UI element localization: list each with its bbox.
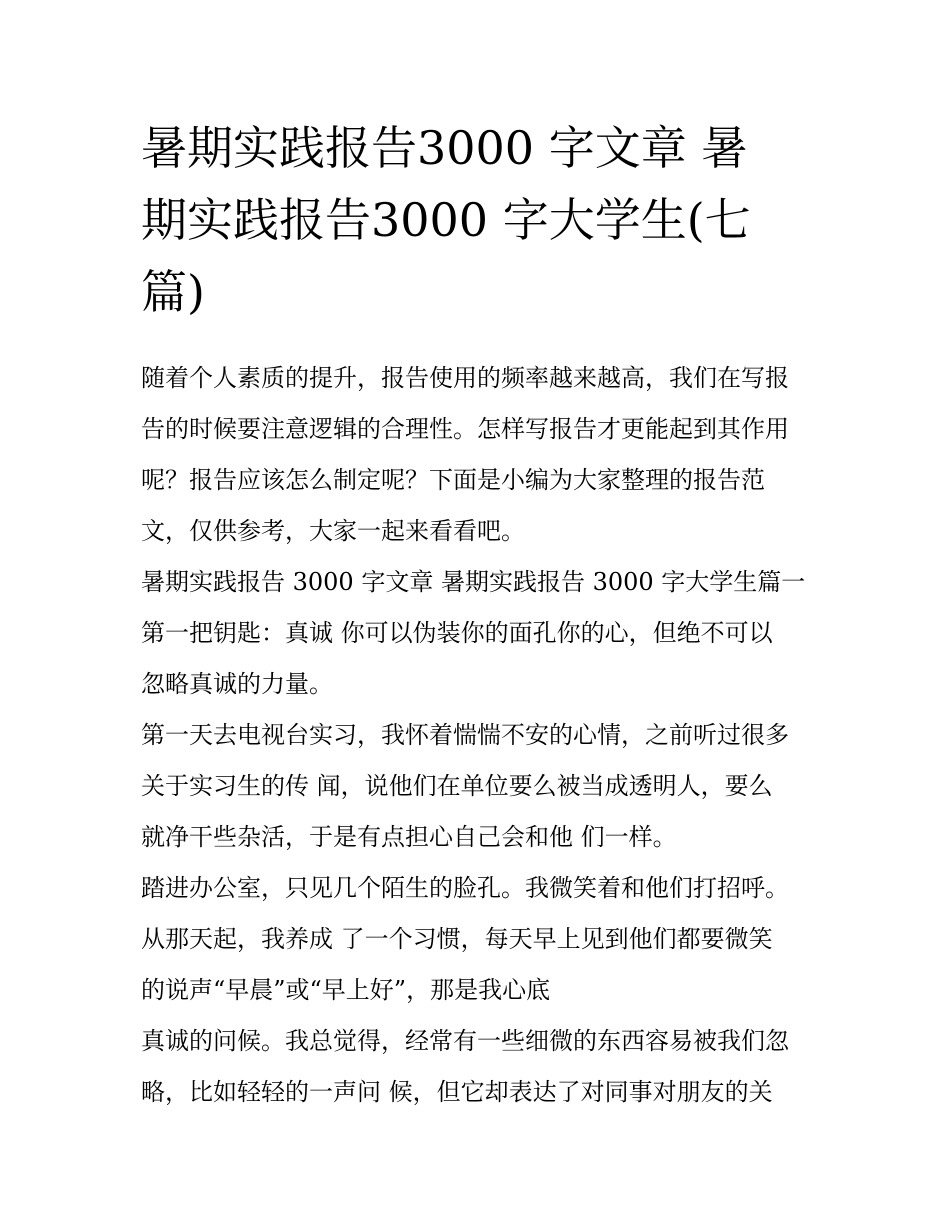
body-line: 的说声“早晨”或“早上好”，那是我心底	[141, 976, 551, 1004]
body-line: 忽略真诚的力量。	[141, 670, 333, 698]
section-heading: 暑期实践报告 3000 字文章 暑期实践报告 3000 字大学生篇一	[141, 568, 806, 596]
body-line: 第一把钥匙：真诚 你可以伪装你的面孔你的心，但绝不可以	[141, 619, 773, 647]
body-line: 就净干些杂活，于是有点担心自己会和他 们一样。	[141, 823, 677, 851]
body-line: 随着个人素质的提升，报告使用的频率越来越高，我们在写报	[141, 364, 789, 392]
body-line: 关于实习生的传 闻，说他们在单位要么被当成透明人，要么	[141, 772, 773, 800]
body-line: 文，仅供参考，大家一起来看看吧。	[141, 517, 525, 545]
body-line: 从那天起，我养成 了一个习惯，每天早上见到他们都要微笑	[141, 925, 773, 953]
body-line: 真诚的问候。我总觉得，经常有一些细微的东西容易被我们忽	[141, 1027, 789, 1055]
title-line: 篇)	[141, 265, 205, 319]
body-line: 踏进办公室，只见几个陌生的脸孔。我微笑着和他们打招呼。	[141, 874, 789, 902]
title-line: 暑期实践报告3000 字文章 暑	[141, 121, 748, 175]
body-line: 略，比如轻轻的一声问 候，但它却表达了对同事对朋友的关	[141, 1078, 773, 1106]
document-body	[141, 353, 821, 1118]
body-line: 告的时候要注意逻辑的合理性。怎样写报告才更能起到其作用	[141, 415, 789, 443]
title-line: 期实践报告3000 字大学生(七	[141, 193, 751, 247]
body-line: 呢？报告应该怎么制定呢？下面是小编为大家整理的报告范	[141, 466, 765, 494]
body-line: 第一天去电视台实习，我怀着惴惴不安的心情，之前听过很多	[141, 721, 789, 749]
document-title	[141, 112, 821, 328]
